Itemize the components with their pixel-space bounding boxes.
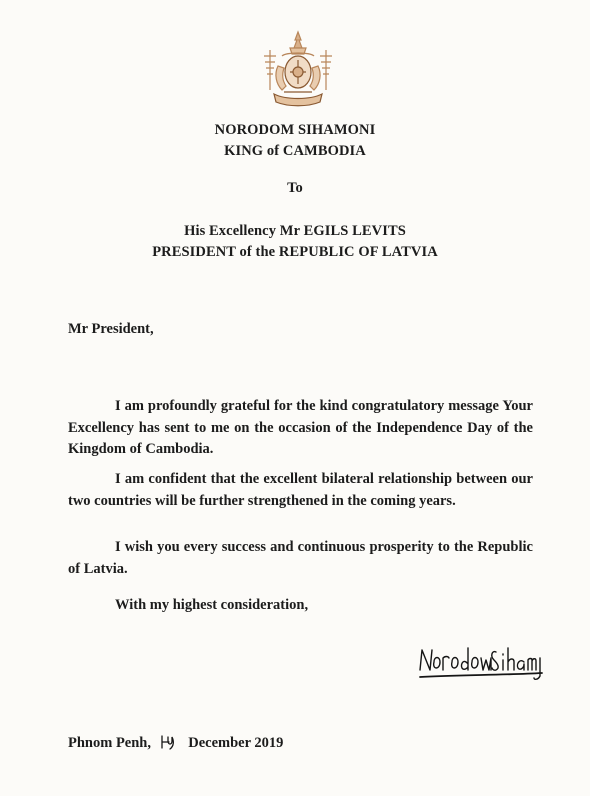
sender-block	[0, 120, 590, 162]
royal-coat-of-arms-icon	[256, 30, 340, 112]
sender-title: KING of CAMBODIA	[224, 143, 366, 159]
recipient-title: PRESIDENT of the REPUBLIC OF LATVIA	[152, 244, 438, 260]
place-and-date	[68, 733, 283, 754]
handwritten-day-icon	[159, 733, 179, 751]
salutation: Mr President,	[68, 321, 154, 337]
recipient-block	[0, 221, 590, 263]
to-label: To	[287, 180, 303, 196]
handwritten-signature-icon	[416, 640, 544, 682]
closing-line: With my highest consideration,	[115, 597, 309, 613]
place: Phnom Penh,	[68, 735, 151, 751]
body-paragraph: I wish you every success and continuous prosperity to the Republic of Latvia.	[68, 539, 533, 577]
sender-name: NORODOM SIHAMONI	[214, 122, 376, 138]
recipient-name: His Excellency Mr EGILS LEVITS	[184, 223, 406, 239]
body-paragraph: I am profoundly grateful for the kind congratulatory message Your Excellency has sent to me on the occasion of the Independence Day of the Kingdom of Cambodia.	[68, 398, 533, 457]
body-paragraph: I am confident that the excellent bilateral relationship between our two countries will be further strengthened in the coming years.	[68, 471, 533, 509]
date: December 2019	[188, 735, 284, 751]
